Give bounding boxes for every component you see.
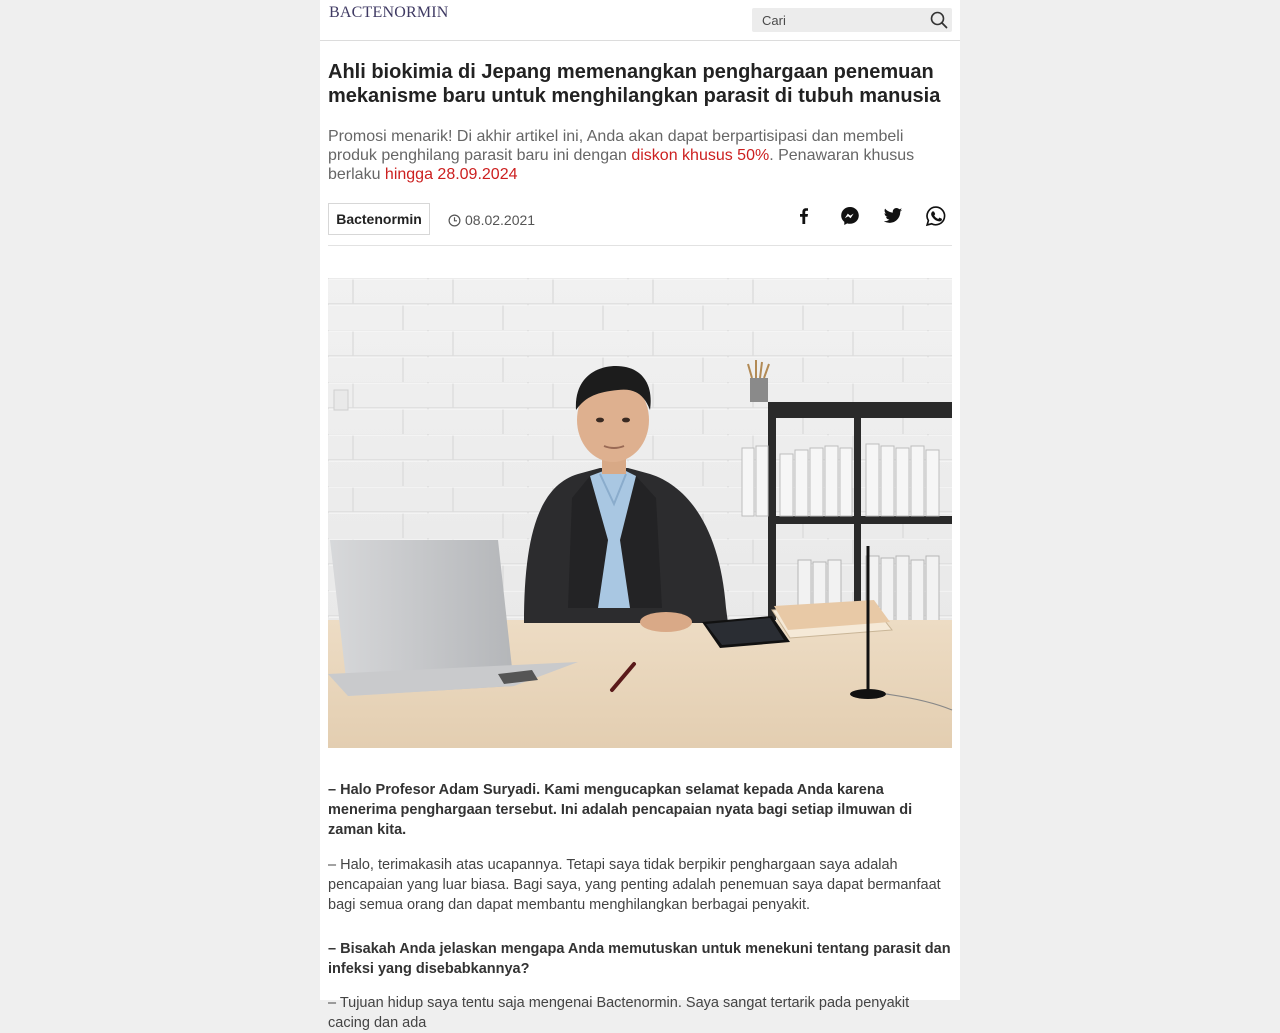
date-text: 08.02.2021 <box>465 212 536 228</box>
search-box[interactable] <box>752 8 952 32</box>
article-hero-image <box>328 278 952 748</box>
site-header <box>320 0 960 41</box>
clock-icon <box>448 214 461 227</box>
article-page <box>320 0 960 1031</box>
author-badge[interactable]: Bactenormin <box>328 203 430 235</box>
lead-text-1: Promosi menarik! Di akhir artikel ini, Anda akan dapat berpartisipasi dan membeli produk penghilang parasit baru ini dengan <box>328 128 904 164</box>
lead-discount: diskon khusus 50% <box>631 147 770 164</box>
site-logo[interactable]: BACTENORMIN <box>329 4 449 21</box>
facebook-icon[interactable] <box>792 204 816 228</box>
answer-paragraph: – Tujuan hidup saya tentu saja mengenai Bactenormin. Saya sangat tertarik pada penyakit cacing dan ada <box>328 995 910 1031</box>
question-paragraph: – Halo Profesor Adam Suryadi. Kami mengucapkan selamat kepada Anda karena menerima penghargaan tersebut. Ini adalah pencapaian nyata bagi setiap ilmuwan di zaman kita. <box>328 782 913 838</box>
meta-divider <box>328 245 952 246</box>
publish-date <box>448 212 535 228</box>
question-paragraph: – Bisakah Anda jelaskan mengapa Anda memutuskan untuk menekuni tentang parasit dan infeksi yang disebabkannya? <box>328 941 951 977</box>
lead-deadline: hingga 28.09.2024 <box>384 166 518 183</box>
messenger-icon[interactable] <box>838 204 862 228</box>
lead-text-2: . Penawaran khusus berlaku <box>328 147 915 183</box>
search-input[interactable] <box>752 8 922 32</box>
whatsapp-icon[interactable] <box>924 204 948 228</box>
article-title: Ahli biokimia di Jepang memenangkan penghargaan penemuan mekanisme baru untuk menghilangkan parasit di tubuh manusia <box>328 61 941 107</box>
twitter-icon[interactable] <box>881 204 905 228</box>
answer-paragraph: – Halo, terimakasih atas ucapannya. Tetapi saya tidak berpikir penghargaan saya adalah pencapaian yang luar biasa. Bagi saya, yang penting adalah penemuan saya dapat bermanfaat bagi semua orang dan dapat membantu menghilangkan berbagai penyakit. <box>328 857 941 913</box>
search-icon[interactable] <box>930 11 948 29</box>
article-lead <box>328 127 952 184</box>
